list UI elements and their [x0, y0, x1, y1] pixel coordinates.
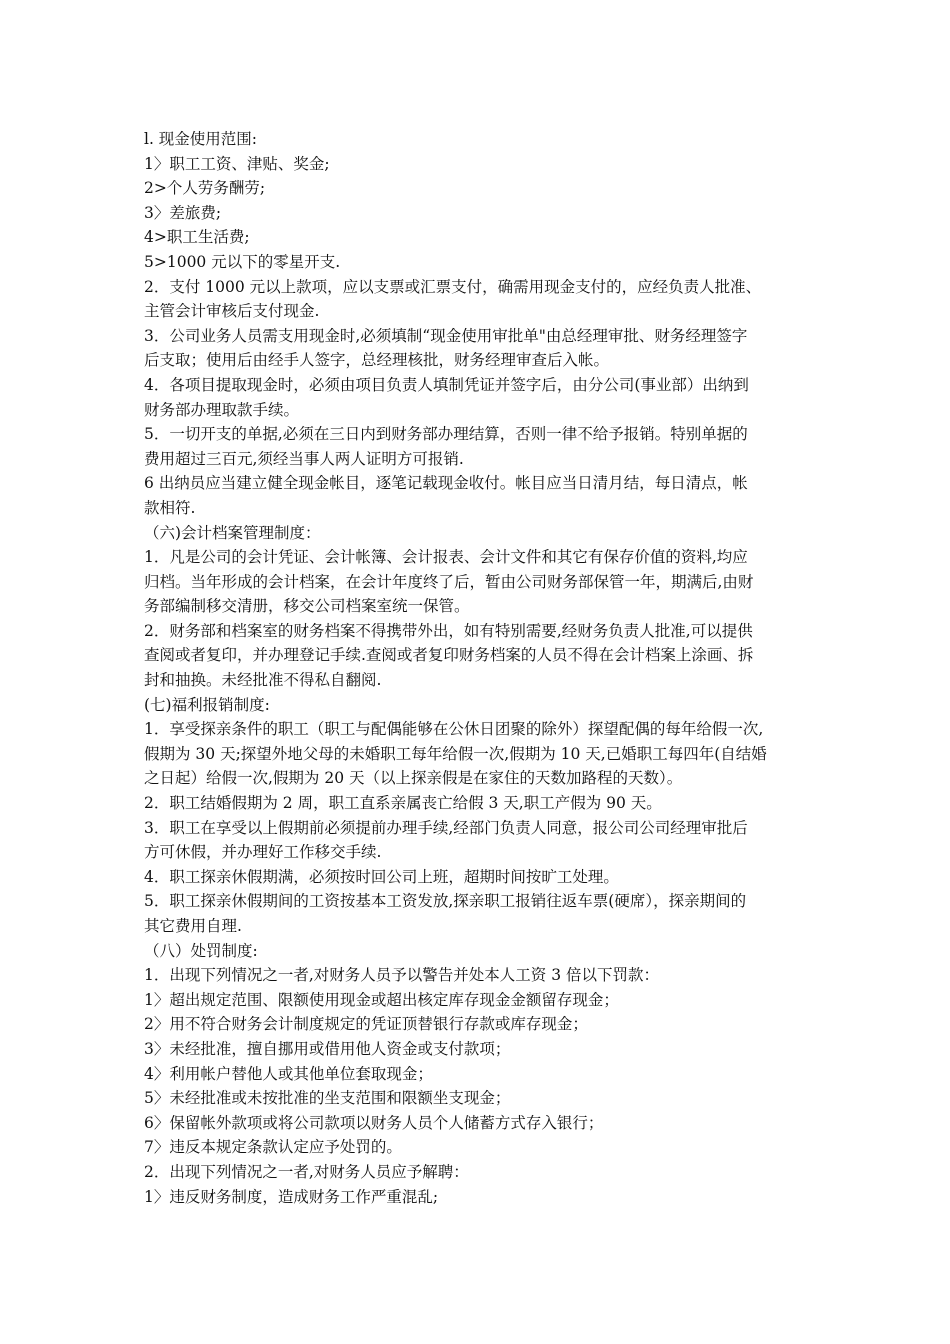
text-line: 5．一切开支的单据,必须在三日内到财务部办理结算，否则一律不给予报销。特别单据的 — [144, 425, 748, 444]
text-line: 3〉未经批准，擅自挪用或借用他人资金或支付款项； — [144, 1039, 511, 1058]
text-line: 4>职工生活费; — [144, 228, 250, 247]
text-line: 3．职工在享受以上假期前必须提前办理手续,经部门负责人同意，报公司公司经理审批后 — [144, 818, 748, 837]
text-line: 款相符. — [144, 498, 196, 517]
text-line: 5>1000 元以下的零星开支. — [144, 252, 341, 271]
text-line: 1．出现下列情况之一者,对财务人员予以警告并处本人工资 3 倍以下罚款： — [144, 966, 660, 985]
section-heading: （八）处罚制度: — [144, 941, 258, 960]
text-line: 6 出纳员应当建立健全现金帐目，逐笔记载现金收付。帐目应当日清月结，每日清点，帐 — [144, 474, 748, 493]
text-line: 之日起）给假一次,假期为 20 天（以上探亲假是在家住的天数加路程的天数）。 — [144, 769, 683, 788]
text-line: 假期为 30 天;探望外地父母的未婚职工每年给假一次,假期为 10 天,已婚职工每四年(自结婚 — [144, 744, 767, 763]
text-line: 财务部办理取款手续。 — [144, 400, 300, 419]
text-line: 方可休假，并办理好工作移交手续. — [144, 843, 382, 862]
text-line: 务部编制移交清册，移交公司档案室统一保管。 — [144, 597, 470, 616]
text-line: 3．公司业务人员需支用现金时,必须填制“现金使用审批单"由总经理审批、财务经理签字 — [144, 326, 748, 345]
text-line: 归档。当年形成的会计档案，在会计年度终了后，暂由公司财务部保管一年，期满后,由财 — [144, 572, 754, 591]
text-line: 5〉未经批准或未按批准的坐支范围和限额坐支现金； — [144, 1089, 511, 1108]
text-line: 4．各项目提取现金时，必须由项目负责人填制凭证并签字后，由分公司(事业部）出纳到 — [144, 375, 749, 394]
text-line: 1〉超出规定范围、限额使用现金或超出核定库存现金金额留存现金； — [144, 990, 619, 1009]
text-line: 2〉用不符合财务会计制度规定的凭证顶替银行存款或库存现金； — [144, 1015, 588, 1034]
text-line: 1．享受探亲条件的职工（职工与配偶能够在公休日团聚的除外）探望配偶的每年给假一次, — [144, 720, 764, 739]
text-line: 5．职工探亲休假期间的工资按基本工资发放,探亲职工报销往返车票(硬席），探亲期间的 — [144, 892, 747, 911]
text-line: 1〉职工工资、津贴、奖金; — [144, 154, 330, 173]
text-line: 2．财务部和档案室的财务档案不得携带外出，如有特别需要,经财务负责人批准,可以提供 — [144, 621, 753, 640]
section-heading: (七)福利报销制度: — [144, 695, 270, 714]
document-body — [144, 127, 812, 1209]
text-line: 1〉违反财务制度，造成财务工作严重混乱; — [144, 1187, 439, 1206]
text-line: 2．职工结婚假期为 2 周，职工直系亲属丧亡给假 3 天,职工产假为 90 天。 — [144, 794, 662, 813]
section-heading: （六)会计档案管理制度： — [144, 523, 321, 542]
text-line: 后支取；使用后由经手人签字，总经理核批，财务经理审查后入帐。 — [144, 351, 610, 370]
text-line: 查阅或者复印，并办理登记手续.查阅或者复印财务档案的人员不得在会计档案上涂画、拆 — [144, 646, 754, 665]
text-line: 1．凡是公司的会计凭证、会计帐簿、会计报表、会计文件和其它有保存价值的资料,均应 — [144, 548, 748, 567]
text-line: 6〉保留帐外款项或将公司款项以财务人员个人储蓄方式存入银行； — [144, 1113, 604, 1132]
text-line: 封和抽换。未经批准不得私自翻阅. — [144, 671, 382, 690]
text-line: 主管会计审核后支付现金. — [144, 302, 320, 321]
text-line: 3〉差旅费; — [144, 203, 222, 222]
text-line: 4〉利用帐户替他人或其他单位套取现金； — [144, 1064, 433, 1083]
text-line: 2>个人劳务酬劳; — [144, 179, 266, 198]
text-line: 其它费用自理. — [144, 917, 242, 935]
text-line: 2．出现下列情况之一者,对财务人员应予解聘： — [144, 1162, 469, 1181]
text-line: 2．支付 1000 元以上款项，应以支票或汇票支付，确需用现金支付的，应经负责人批准、 — [144, 277, 762, 296]
text-line: 7〉违反本规定条款认定应予处罚的。 — [144, 1138, 402, 1157]
text-line: 费用超过三百元,须经当事人两人证明方可报销. — [144, 449, 464, 468]
text-line: l. 现金使用范围: — [144, 130, 258, 148]
text-line: 4．职工探亲休假期满，必须按时回公司上班，超期时间按旷工处理。 — [144, 867, 619, 886]
